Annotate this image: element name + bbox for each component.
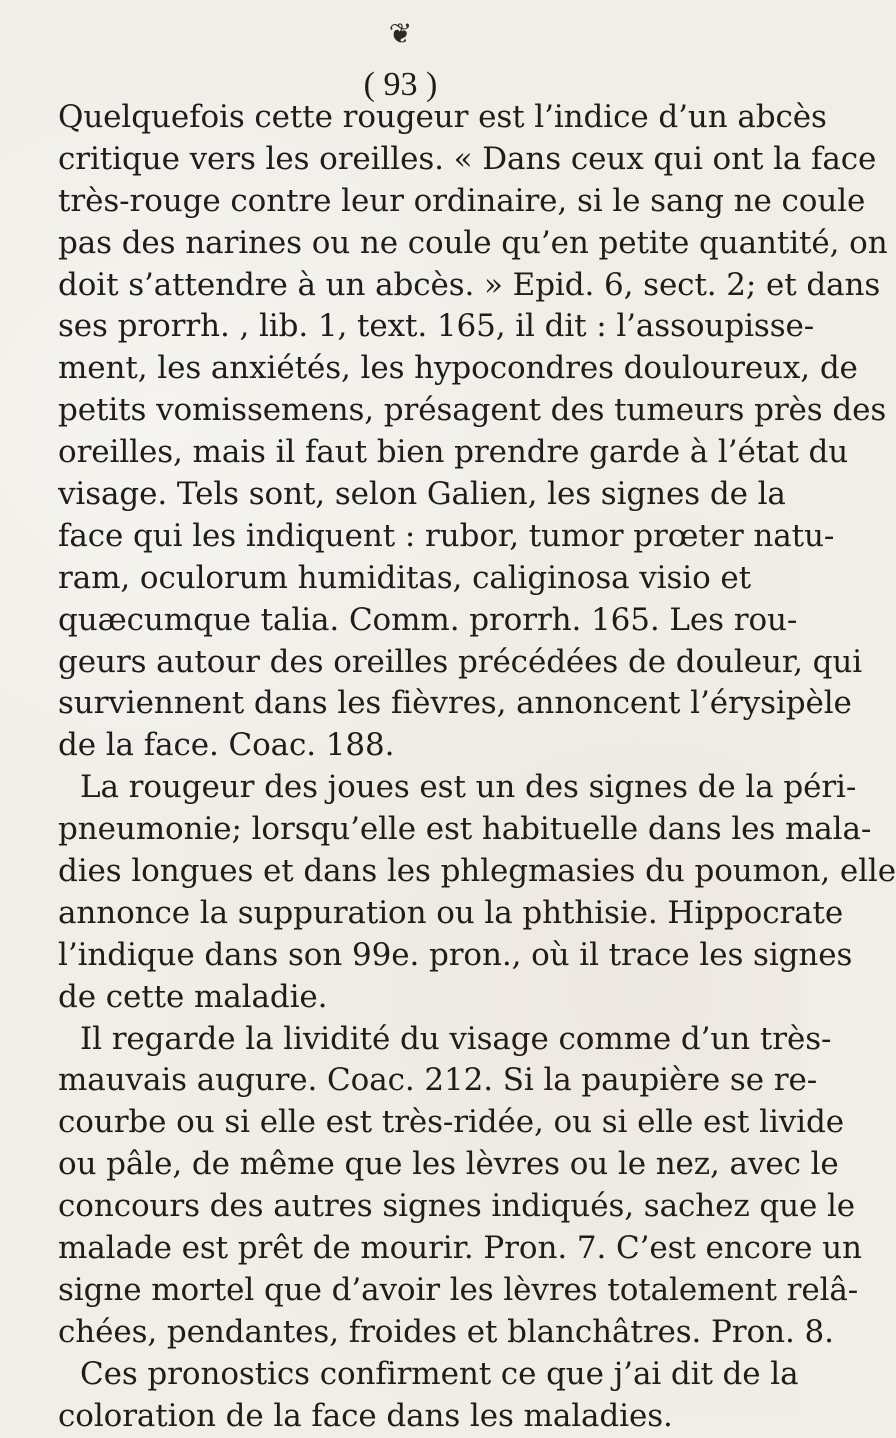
- text-line: dies longues et dans les phlegmasies du poumon, elle: [58, 853, 896, 890]
- text-line: visage. Tels sont, selon Galien, les signes de la: [58, 476, 786, 513]
- text-line: très-rouge contre leur ordinaire, si le sang ne coule: [58, 182, 866, 219]
- text-line: annonce la suppuration ou la phthisie. Hippocrate: [58, 894, 844, 931]
- text-block: [58, 97, 896, 1438]
- text-line: mauvais augure. Coac. 212. Si la paupière se re-: [58, 1062, 818, 1099]
- text-line: Quelquefois cette rougeur est l’indice d’un abcès: [58, 99, 827, 135]
- text-line: Ces pronostics confirment ce que j’ai dit de la: [80, 1355, 799, 1392]
- text-line: l’indique dans son 99e. pron., où il trace les signes: [58, 936, 853, 973]
- text-line: face qui les indiquent : rubor, tumor prœter natu-: [58, 517, 835, 554]
- text-line: pas des narines ou ne coule qu’en petite quantité, on: [58, 224, 888, 261]
- text-line: ment, les anxiétés, les hypocondres douloureux, de: [58, 350, 858, 387]
- text-line: oreilles, mais il faut bien prendre garde à l’état du: [58, 434, 849, 471]
- text-line: ou pâle, de même que les lèvres ou le nez, avec le: [58, 1146, 839, 1183]
- text-line: coloration de la face dans les maladies.: [58, 1397, 673, 1434]
- page-number: ( 93 ): [363, 66, 438, 103]
- text-line: petits vomissemens, présagent des tumeurs près des: [58, 392, 887, 429]
- text-line: doit s’attendre à un abcès. » Epid. 6, sect. 2; et dans: [58, 266, 881, 303]
- text-line: La rougeur des joues est un des signes de la péri-: [80, 769, 857, 806]
- text-line: concours des autres signes indiqués, sachez que le: [58, 1188, 856, 1225]
- text-line: pneumonie; lorsqu’elle est habituelle dans les mala-: [58, 811, 872, 848]
- text-line: Il regarde la lividité du visage comme d’un très-: [80, 1020, 832, 1057]
- text-line: ram, oculorum humiditas, caliginosa visio et: [58, 559, 752, 596]
- text-line: critique vers les oreilles. « Dans ceux qui ont la face: [58, 140, 877, 177]
- text-line: de la face. Coac. 188.: [58, 727, 395, 764]
- text-line: quæcumque talia. Comm. prorrh. 165. Les rou-: [58, 601, 798, 638]
- text-line: courbe ou si elle est très-ridée, ou si elle est livide: [58, 1104, 844, 1141]
- text-line: chées, pendantes, froides et blanchâtres. Pron. 8.: [58, 1313, 834, 1350]
- text-line: malade est prêt de mourir. Pron. 7. C’est encore un: [58, 1230, 862, 1267]
- text-line: ses prorrh. , lib. 1, text. 165, il dit : l’assoupisse-: [58, 308, 815, 345]
- ornament-glyph: ❦: [388, 17, 413, 50]
- text-line: signe mortel que d’avoir les lèvres totalement relâ-: [58, 1271, 859, 1308]
- text-line: surviennent dans les fièvres, annoncent l’érysipèle: [58, 685, 852, 722]
- text-line: de cette maladie.: [58, 978, 328, 1015]
- text-line: geurs autour des oreilles précédées de douleur, qui: [58, 643, 863, 680]
